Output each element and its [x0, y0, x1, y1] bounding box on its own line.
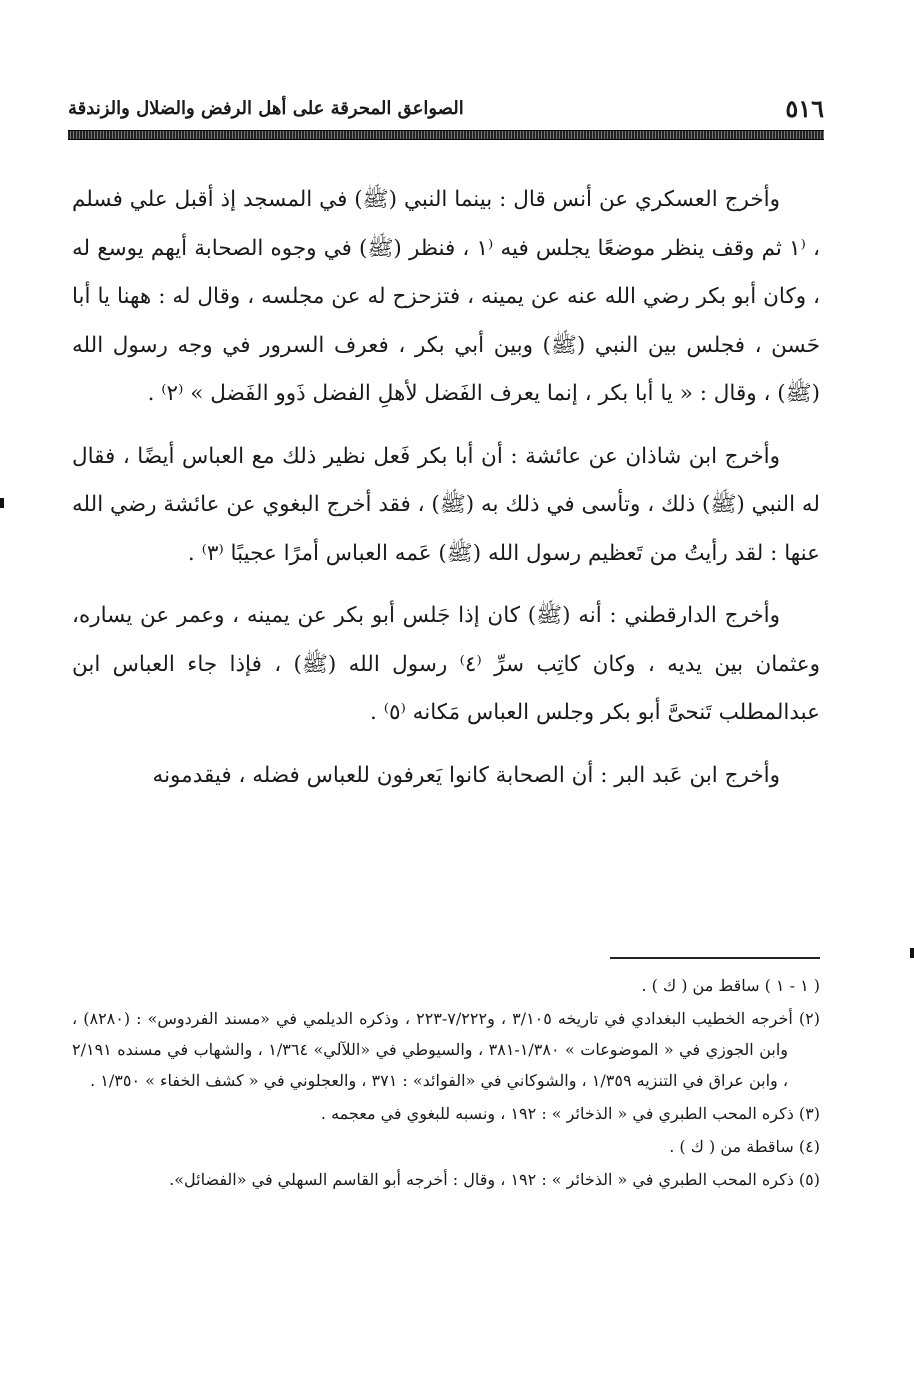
footnote: (٤) ساقطة من ( ك ) .: [669, 1137, 820, 1156]
paragraph: وأخرج ابن عَبد البر : أن الصحابة كانوا يَعرفون للعباس فضله ، فيقدمونه: [152, 762, 780, 788]
paragraph: وأخرج ابن شاذان عن عائشة : أن أبا بكر فَعل نظير ذلك مع العباس أيضًا ، فقال له النبي (ﷺ) ذلك ، وتأسى في ذلك به (ﷺ) ، فقد أخرج البغوي عن عائشة رضي الله عنها : لقد رأيتُ من تَعظيم رسول الله (ﷺ) عَمه العباس أمرًا عجيبًا ⁽٣⁾ .: [72, 443, 820, 566]
main-text: [72, 176, 820, 814]
footnotes: [72, 970, 820, 1197]
footnote: (٥) ذكره المحب الطبري في « الذخائر » : ١٩٢ ، وقال : أخرجه أبو القاسم السهلي في «الفضائل».: [169, 1170, 820, 1189]
paragraph: وأخرج العسكري عن أنس قال : بينما النبي (ﷺ) في المسجد إذ أقبل علي فسلم ، ⁽١ ثم وقف ينظر موضعًا يجلس فيه ⁽١ ، فنظر (ﷺ) في وجوه الصحابة أيهم يوسع له ، وكان أبو بكر رضي الله عنه عن يمينه ، فتزحزح له عن مجلسه ، وقال له : ههنا يا أبا حَسن ، فجلس بين النبي (ﷺ) وبين أبي بكر ، فعرف السرور في وجه رسول الله (ﷺ) ، وقال : « يا أبا بكر ، إنما يعرف الفَضل لأهلِ الفضل ذَوو الفَضل » ⁽٢⁾ .: [72, 187, 820, 406]
footnote: (٢) أخرجه الخطيب البغدادي في تاريخه ٣/١٠٥ ، و٧/٢٢٢-٢٢٣ ، وذكره الديلمي في «مسند الفردوس» : (٨٢٨٠) ، وابن الجوزي في « الموضوعات » ١/٣٨٠-٣٨١ ، والسيوطي في «اللآلي» ١/٣٦٤ ، والشهاب في مسنده ٢/١٩١ ، وابن عراق في التنزيه ١/٣٥٩ ، والشوكاني في «الفوائد» : ٣٧١ ، والعجلوني في « كشف الخفاء » ١/٣٥٠ .: [72, 1009, 820, 1090]
page-number: ٥١٦: [785, 94, 824, 123]
page-header: [68, 92, 824, 126]
footnote: ( ١ - ١ ) ساقط من ( ك ) .: [641, 976, 820, 995]
scan-edge-mark: [0, 498, 4, 508]
footnote: (٣) ذكره المحب الطبري في « الذخائر » : ١٩٢ ، ونسبه للبغوي في معجمه .: [320, 1104, 820, 1123]
scan-edge-mark: [910, 948, 914, 958]
header-rule: [68, 130, 824, 140]
footnote-separator: [610, 957, 820, 959]
running-title: الصواعق المحرقة على أهل الرفض والضلال والزندقة: [68, 98, 464, 119]
paragraph: وأخرج الدارقطني : أنه (ﷺ) كان إذا جَلس أبو بكر عن يمينه ، وعمر عن يساره، وعثمان بين يديه ، وكان كاتِب سرِّ ⁽٤⁾ رسول الله (ﷺ) ، فإذا جاء العباس ابن عبدالمطلب تَنحىَّ أبو بكر وجلس العباس مَكانه ⁽٥⁾ .: [72, 603, 820, 725]
